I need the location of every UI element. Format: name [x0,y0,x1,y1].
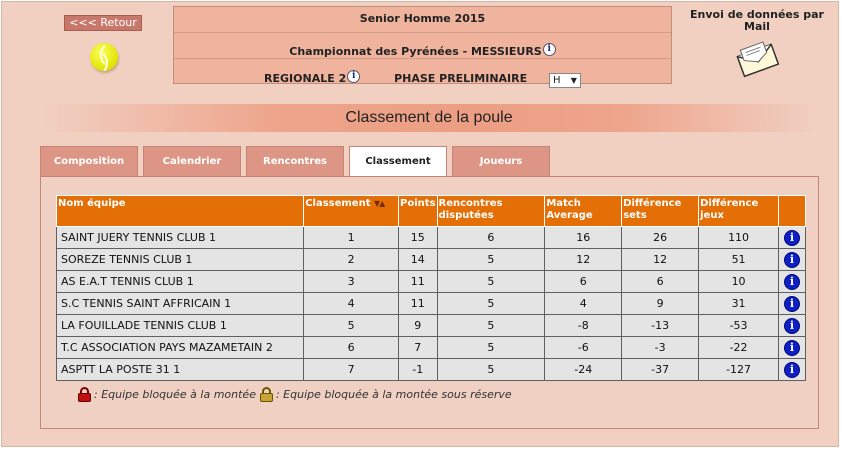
column-header-diff-games-label: Différence jeux [700,198,759,221]
phase-label: PHASE PRELIMINAIRE [394,72,528,85]
info-icon[interactable]: i [784,362,800,378]
division-label: REGIONALE 2 [264,72,347,85]
tab-rencontres[interactable]: Rencontres [246,146,344,176]
chevron-down-icon: ▼ [570,76,577,85]
legend-locked-reserve-label: : Equipe bloquée à la montée sous réserve [275,388,512,401]
red-lock-icon [78,387,91,402]
legend-locked-label: : Equipe bloquée à la montée [94,388,256,401]
table-row [57,359,806,381]
table-row [57,271,806,293]
column-header-name-label: Nom équipe [58,198,126,209]
column-header-points-label: Points [400,198,436,209]
team-name[interactable]: LA FOUILLADE TENNIS CLUB 1 [57,315,304,337]
points-cell: -1 [399,359,437,381]
diff-games-cell: 10 [699,271,779,293]
rank-cell: 6 [304,337,399,359]
played-cell: 5 [437,315,545,337]
back-button[interactable]: <<< Retour [64,15,142,31]
diff-sets-cell: 9 [622,293,699,315]
rank-cell: 2 [304,249,399,271]
column-header-info [779,196,806,227]
table-row [57,249,806,271]
info-cell [779,271,806,293]
column-header-played[interactable] [437,196,545,227]
competition-header [173,6,672,84]
info-icon[interactable]: i [347,70,360,83]
points-cell: 15 [399,227,437,249]
info-cell [779,315,806,337]
gold-lock-icon [260,387,273,402]
diff-games-cell: -22 [699,337,779,359]
info-cell [779,249,806,271]
column-header-rank[interactable] [304,196,399,227]
info-cell [779,359,806,381]
match-average-cell: 6 [545,271,622,293]
tab-composition[interactable]: Composition [40,146,138,176]
page-title: Classement de la poule [40,104,818,132]
info-icon[interactable]: i [784,318,800,334]
played-cell: 6 [437,227,545,249]
match-average-cell: -24 [545,359,622,381]
info-cell [779,337,806,359]
mail-title: Envoi de données par Mail [690,8,824,33]
info-icon[interactable]: i [784,252,800,268]
column-header-diff-sets-label: Différence sets [623,198,682,221]
tennis-ball-icon [90,43,118,71]
column-header-rank-label: Classement [305,198,371,209]
column-header-diff-games[interactable] [699,196,779,227]
rank-cell: 4 [304,293,399,315]
tab-classement[interactable]: Classement [349,146,447,177]
table-row [57,315,806,337]
table-header-row [57,196,806,227]
diff-sets-cell: -37 [622,359,699,381]
match-average-cell: 4 [545,293,622,315]
tab-joueurs[interactable]: Joueurs [452,146,550,176]
match-average-cell: 16 [545,227,622,249]
team-name[interactable]: SOREZE TENNIS CLUB 1 [57,249,304,271]
team-name[interactable]: AS E.A.T TENNIS CLUB 1 [57,271,304,293]
diff-sets-cell: 12 [622,249,699,271]
rank-cell: 1 [304,227,399,249]
diff-sets-cell: 6 [622,271,699,293]
match-average-cell: -8 [545,315,622,337]
diff-games-cell: -127 [699,359,779,381]
category-label: Senior Homme 2015 [174,7,671,33]
phase-select-value: H [552,75,561,86]
played-cell: 5 [437,337,545,359]
points-cell: 11 [399,271,437,293]
team-name[interactable]: SAINT JUERY TENNIS CLUB 1 [57,227,304,249]
table-row [57,293,806,315]
match-average-cell: -6 [545,337,622,359]
championship-row [174,33,671,59]
division-row [174,59,671,85]
info-icon[interactable]: i [543,43,556,56]
info-icon[interactable]: i [784,296,800,312]
team-name[interactable]: T.C ASSOCIATION PAYS MAZAMETAIN 2 [57,337,304,359]
info-cell [779,227,806,249]
column-header-match-average[interactable] [545,196,622,227]
legend [78,387,512,402]
diff-games-cell: 110 [699,227,779,249]
info-icon[interactable]: i [784,340,800,356]
phase-select[interactable] [549,73,581,88]
diff-sets-cell: -3 [622,337,699,359]
played-cell: 5 [437,293,545,315]
column-header-diff-sets[interactable] [622,196,699,227]
championship-label: Championnat des Pyrénées - MESSIEURS [289,45,542,58]
team-name[interactable]: S.C TENNIS SAINT AFFRICAIN 1 [57,293,304,315]
info-icon[interactable]: i [784,274,800,290]
rank-cell: 3 [304,271,399,293]
played-cell: 5 [437,271,545,293]
match-average-cell: 12 [545,249,622,271]
points-cell: 11 [399,293,437,315]
table-row [57,337,806,359]
tab-calendrier[interactable]: Calendrier [143,146,241,176]
points-cell: 7 [399,337,437,359]
diff-sets-cell: 26 [622,227,699,249]
points-cell: 14 [399,249,437,271]
rank-cell: 7 [304,359,399,381]
rank-cell: 5 [304,315,399,337]
played-cell: 5 [437,249,545,271]
standings-table [56,195,806,381]
diff-games-cell: -53 [699,315,779,337]
diff-games-cell: 51 [699,249,779,271]
diff-sets-cell: -13 [622,315,699,337]
team-name[interactable]: ASPTT LA POSTE 31 1 [57,359,304,381]
points-cell: 9 [399,315,437,337]
column-header-match-average-label: Match Average [546,198,593,221]
played-cell: 5 [437,359,545,381]
column-header-played-label: Rencontres disputées [438,198,503,221]
info-icon[interactable]: i [784,230,800,246]
column-header-name[interactable] [57,196,304,227]
sort-arrows-icon[interactable]: ▼▲ [373,199,385,208]
info-cell [779,293,806,315]
diff-games-cell: 31 [699,293,779,315]
table-row [57,227,806,249]
column-header-points[interactable] [399,196,437,227]
